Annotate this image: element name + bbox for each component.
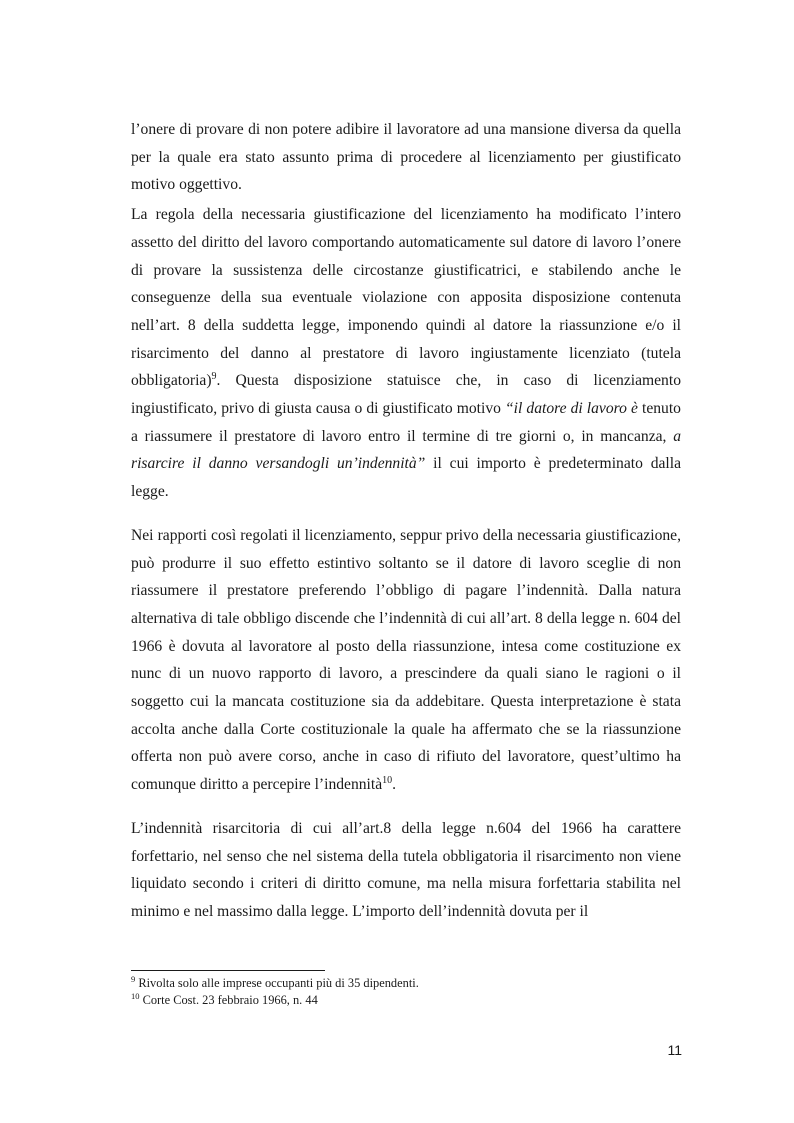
paragraph-2 bbox=[131, 201, 681, 506]
paragraph-2-text-d: il cui importo è predeterminato dalla legge. bbox=[131, 455, 681, 501]
quote-italic-a: “il datore di lavoro è bbox=[505, 400, 638, 418]
footnote-text: Rivolta solo alle imprese occupanti più di 35 dipendenti. bbox=[135, 976, 419, 990]
footnote-number: 9 bbox=[131, 973, 136, 984]
paragraph-3-text-b: . bbox=[392, 776, 397, 794]
paragraph-2-text-b: . Questa disposizione statuisce che, in caso di licenziamento ingiustificato, privo di giusta causa o di giustificato motivo bbox=[131, 372, 681, 418]
paragraph-2-text-a: La regola della necessaria giustificazione del licenziamento ha modificato l’intero assetto del diritto del lavoro comportando automaticamente sul datore di lavoro l’onere di provare la sussistenza delle circostanze giustificatrici, e stabilendo anche le conseguenze della sua eventuale violazione con apposita disposizione contenuta nell’art. 8 della suddetta legge, imponendo quindi al datore la riassunzione e/o il risarcimento del danno al prestatore di lavoro ingiustamente licenziato (tutela obbligatoria) bbox=[131, 206, 681, 390]
footnote-ref-10[interactable]: 10 bbox=[382, 774, 393, 786]
page-number: 11 bbox=[667, 1042, 682, 1058]
body-text bbox=[131, 116, 681, 926]
footnote-10 bbox=[131, 992, 681, 1009]
footnote-number: 10 bbox=[131, 990, 140, 1001]
footnote-9 bbox=[131, 975, 681, 992]
quote-italic-b: a risarcire il danno versandogli un’indennità” bbox=[131, 427, 681, 473]
paragraph-3-text-a: Nei rapporti così regolati il licenziamento, seppur privo della necessaria giustificazione, può produrre il suo effetto estintivo soltanto se il datore di lavoro sceglie di non riassumere il prestatore preferendo l’obbligo di pagare l’indennità. Dalla natura alternativa di tale obbligo discende che l’indennità di cui all’art. 8 della legge n. 604 del 1966 è dovuta al lavoratore al posto della riassunzione, intesa come costituzione ex nunc di un nuovo rapporto di lavoro, a prescindere da quali siano le ragioni o il soggetto cui la mancata costituzione sia da addebitare. Questa interpretazione è stata accolta anche dalla Corte costituzionale la quale ha affermato che se la riassunzione offerta non può avere corso, anche in caso di rifiuto del lavoratore, quest’ultimo ha comunque diritto a percepire l’indennità bbox=[131, 526, 681, 794]
paragraph-2-text-c: tenuto a riassumere il prestatore di lavoro entro il termine di tre giorni o, in mancanza, bbox=[131, 400, 681, 445]
paragraph-1-text: l’onere di provare di non potere adibire il lavoratore ad una mansione diversa da quella per la quale era stato assunto prima di procedere al licenziamento per giustificato motivo oggettivo. bbox=[131, 121, 681, 194]
paragraph-4 bbox=[131, 815, 681, 926]
footnote-ref-9[interactable]: 9 bbox=[211, 371, 217, 383]
footnote-divider bbox=[131, 970, 325, 971]
paragraph-4-text: L’indennità risarcitoria di cui all’art.8 della legge n.604 del 1966 ha carattere forfettario, nel senso che nel sistema della tutela obbligatoria il risarcimento non viene liquidato secondo i criteri di diritto comune, ma nella misura forfettaria stabilita nel minimo e nel massimo dalla legge. L’importo dell’indennità dovuta per il bbox=[131, 819, 681, 920]
paragraph-1 bbox=[131, 116, 681, 199]
footnote-text: Corte Cost. 23 febbraio 1966, n. 44 bbox=[139, 993, 318, 1007]
footnotes bbox=[131, 975, 681, 1009]
paragraph-3 bbox=[131, 522, 681, 799]
